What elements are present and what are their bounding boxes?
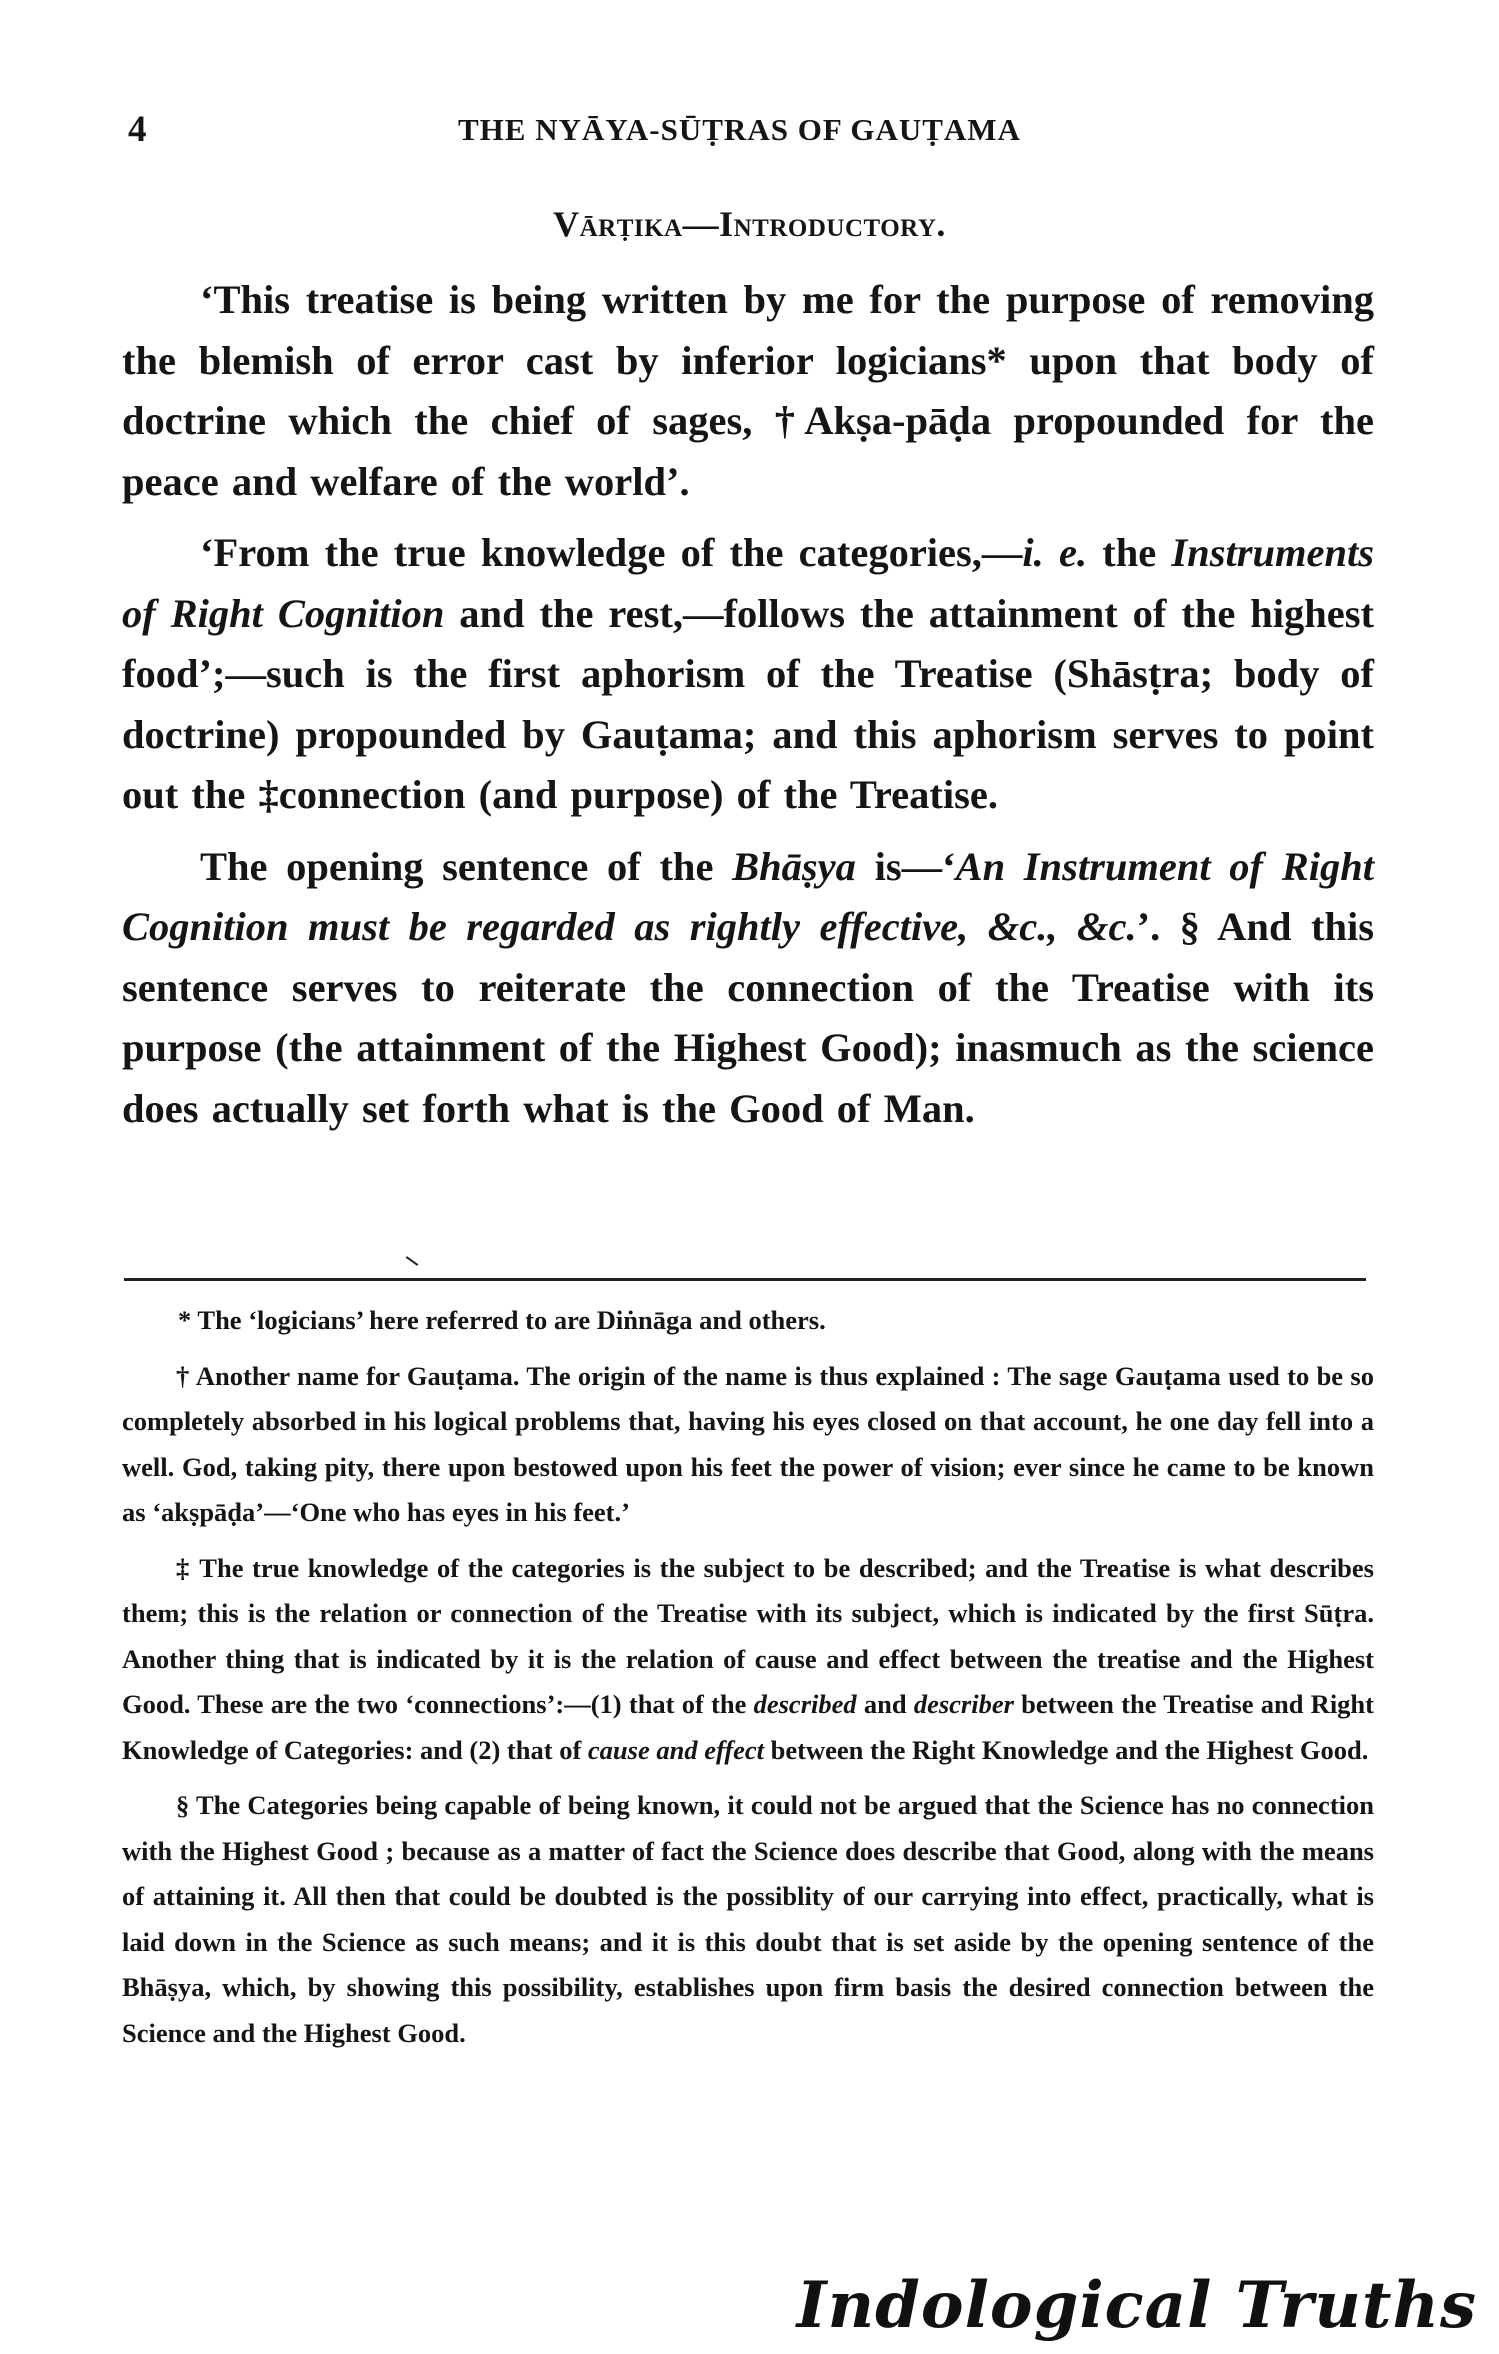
page-number: 4 xyxy=(128,109,147,150)
text-span: The opening sentence of the xyxy=(200,843,733,889)
text-span: * The ‘logicians’ here referred to are Diṅnāga and others. xyxy=(178,1305,826,1335)
text-span: ‘This treatise is being written by me for the purpose of removing the blemish of error cast by inferior logicians* upon that body of doctrine which the chief of sages, †Akṣa-pāḍa propounded for the peace and welfare of the world’. xyxy=(122,277,1374,504)
text-span: the xyxy=(1087,530,1172,575)
watermark-logo: Indological Truths xyxy=(796,2268,1477,2343)
footnote-2 xyxy=(122,1354,1374,1536)
footnote-3 xyxy=(122,1546,1374,1774)
text-span: ‘From the true knowledge of the categories,— xyxy=(200,530,1023,575)
text-span: between the Right Knowledge and the Highest Good. xyxy=(764,1734,1369,1765)
italic-span: Instruments of Right Cognition xyxy=(122,530,1375,636)
running-title: THE NYĀYA-SŪṬRAS OF GAUṬAMA xyxy=(458,112,1021,147)
paragraph-2 xyxy=(122,523,1374,826)
text-span: † Another name for Gauṭama. The origin of the name is thus explained : The sage Gauṭama used to be so completely absorbed in his logical problems that, having his eyes closed on that account, he one day fell into a well. God, taking pity, there upon bestowed upon his feet the power of vision; ever since he came to be known as ‘akṣpāḍa’—‘One who has eyes in his feet.’ xyxy=(122,1360,1374,1527)
footnote-4 xyxy=(122,1783,1374,2056)
italic-span: i. e. xyxy=(1022,530,1088,575)
section-heading: Vārṭika—Introductory. xyxy=(553,204,946,244)
footnotes xyxy=(122,1298,1374,2056)
running-head xyxy=(0,108,1499,158)
text-span: between the Treatise and Right Knowledge of Categories: and (2) that of xyxy=(122,1689,1374,1765)
italic-span: cause and effect xyxy=(587,1734,765,1765)
italic-span: described xyxy=(753,1689,857,1719)
paragraph-1 xyxy=(122,270,1374,512)
text-span: and the rest,—follows the attainment of the highest food’;—such is the first aphorism of the Treatise (Shāsṭra; body of doctrine) propounded by Gauṭama; and this aphorism serves to point out the ‡connection (and purpose) of the Treatise. xyxy=(122,590,1374,817)
footnote-divider xyxy=(124,1278,1366,1281)
paragraph-3 xyxy=(122,837,1374,1140)
text-span: is—‘ xyxy=(855,843,956,889)
text-span: ‡ The true knowledge of the categories is the subject to be described; and the Treatise is what describes them; this is the relation or connection of the Treatise with its subject, which is indicated by the first Sūṭra. Another thing that is indicated by it is the relation of cause and effect between the treatise and the Highest Good. These are the two ‘connections’:—(1) that of the xyxy=(122,1552,1374,1719)
divider-mark xyxy=(406,1256,419,1266)
italic-span: An Instrument of Right Cognition must be regarded as rightly effective, &c., &c. xyxy=(122,843,1375,949)
text-span: ’. § And this sentence serves to reiterate the connection of the Treatise with its purpose (the attainment of the Highest Good); inasmuch as the science does actually set forth what is the Good of Man. xyxy=(122,904,1374,1131)
italic-span: describer xyxy=(913,1689,1014,1719)
main-text xyxy=(122,270,1374,1139)
footnote-1 xyxy=(122,1298,1374,1344)
text-span: and xyxy=(856,1689,914,1719)
italic-span: Bhāṣya xyxy=(732,843,856,889)
text-span: § The Categories being capable of being known, it could not be argued that the Science has no connection with the Highest Good ; because as a matter of fact the Science does describe that Good, along with the means of attaining it. All then that could be doubted is the possiblity of our carrying into effect, practically, what is laid down in the Science as such means; and it is this doubt that is set aside by the opening sentence of the Bhāṣya, which, by showing this possibility, establishes upon firm basis the desired connection between the Science and the Highest Good. xyxy=(122,1790,1374,2048)
